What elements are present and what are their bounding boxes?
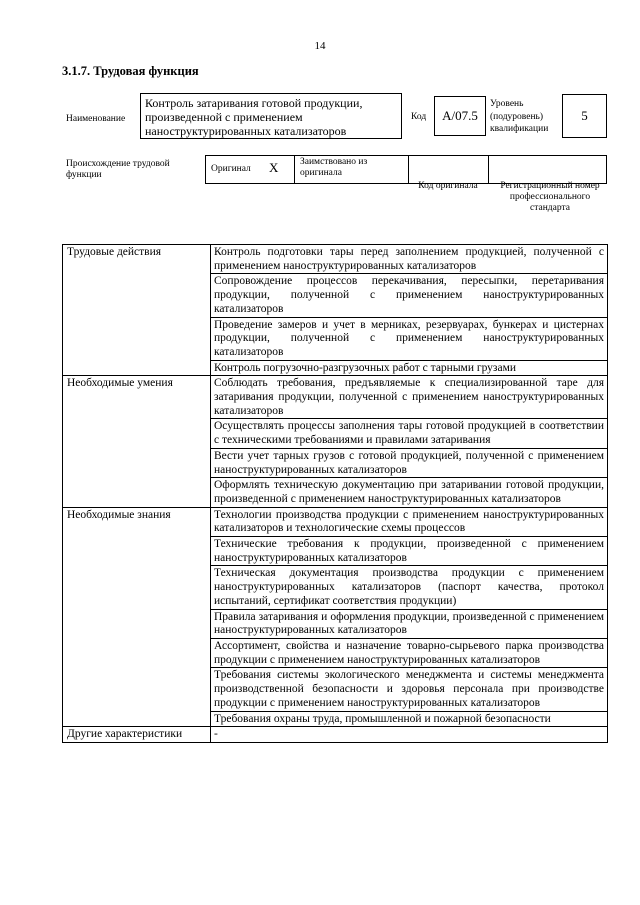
row-item: Сопровождение процессов перекачивания, пересыпки, перетаривания продукции, полученной с применением наноструктурированных катализаторов bbox=[211, 274, 608, 317]
function-name-box bbox=[140, 93, 402, 139]
row-item: Контроль погрузочно-разгрузочных работ с тарными грузами bbox=[211, 360, 608, 376]
name-label: Наименование bbox=[66, 114, 126, 124]
original-mark: Х bbox=[269, 160, 279, 175]
row-item: Технические требования к продукции, произведенной с применением наноструктурированных катализаторов bbox=[211, 537, 608, 566]
row-item: Ассортимент, свойства и назначение товарно-сырьевого парка производства продукции с применением наноструктурированных катализаторов bbox=[211, 638, 608, 667]
code-box bbox=[434, 96, 486, 136]
row-item: - bbox=[211, 727, 608, 743]
row-item: Соблюдать требования, предъявляемые к специализированной таре для затаривания продукции, полученной с применением наноструктурированных катализаторов bbox=[211, 376, 608, 419]
function-name: Контроль затаривания готовой продукции, произведенной с применением наноструктурированных катализаторов bbox=[145, 96, 363, 138]
origin-divider-1 bbox=[294, 155, 295, 184]
table-row bbox=[63, 376, 608, 419]
row-item: Вести учет тарных грузов с готовой продукцией, полученной с применением наноструктурированных катализаторов bbox=[211, 448, 608, 477]
level-box bbox=[562, 94, 607, 138]
row-label: Другие характеристики bbox=[63, 727, 211, 743]
row-item: Технологии производства продукции с применением наноструктурированных катализаторов и технологические схемы процессов bbox=[211, 507, 608, 536]
table-row bbox=[63, 507, 608, 536]
row-item: Правила затаривания и оформления продукции, произведенной с применением наноструктурированных катализаторов bbox=[211, 609, 608, 638]
function-table-body bbox=[63, 245, 608, 743]
function-table bbox=[62, 244, 608, 743]
reg-number-caption: Регистрационный номер профессионального стандарта bbox=[500, 181, 600, 213]
row-item: Требования охраны труда, промышленной и пожарной безопасности bbox=[211, 711, 608, 727]
row-label: Необходимые умения bbox=[63, 376, 211, 507]
row-label: Трудовые действия bbox=[63, 245, 211, 376]
code-original-caption: Код оригинала bbox=[418, 181, 478, 191]
row-item: Контроль подготовки тары перед заполнением продукцией, полученной с применением наноструктурированных катализаторов bbox=[211, 245, 608, 274]
code-value: А/07.5 bbox=[442, 108, 478, 123]
borrowed-label: Заимствовано из оригинала bbox=[300, 157, 368, 178]
level-value: 5 bbox=[581, 108, 588, 123]
origin-divider-2 bbox=[408, 155, 409, 184]
row-label: Необходимые знания bbox=[63, 507, 211, 727]
table-row bbox=[63, 245, 608, 274]
row-item: Осуществлять процессы заполнения тары готовой продукцией в соответствии с техническими требованиями и правилами затаривания bbox=[211, 419, 608, 448]
row-item: Техническая документация производства продукции с применением наноструктурированных катализаторов (паспорт качества, протокол испытаний, сертификат соответствия продукции) bbox=[211, 566, 608, 609]
table-row bbox=[63, 727, 608, 743]
row-item: Требования системы экологического менеджмента и системы менеджмента производственной безопасности и здоровья персонала при производстве продукции с применением наноструктурированных катализаторов bbox=[211, 668, 608, 711]
code-label: Код bbox=[411, 112, 427, 122]
page-number: 14 bbox=[314, 40, 326, 52]
row-item: Проведение замеров и учет в мерниках, резервуарах, бункерах и цистернах продукции, полученной с применением наноструктурированных катализаторов bbox=[211, 317, 608, 360]
level-label: Уровень (подуровень) квалификации bbox=[490, 99, 549, 134]
origin-box bbox=[205, 155, 607, 184]
origin-divider-3 bbox=[488, 155, 489, 184]
row-item: Оформлять техническую документацию при затаривании готовой продукции, произведенной с применением наноструктурированных катализаторов bbox=[211, 478, 608, 507]
original-label: Оригинал bbox=[211, 164, 251, 174]
origin-label: Происхождение трудовой функции bbox=[66, 159, 170, 180]
section-heading: 3.1.7. Трудовая функция bbox=[62, 64, 199, 78]
